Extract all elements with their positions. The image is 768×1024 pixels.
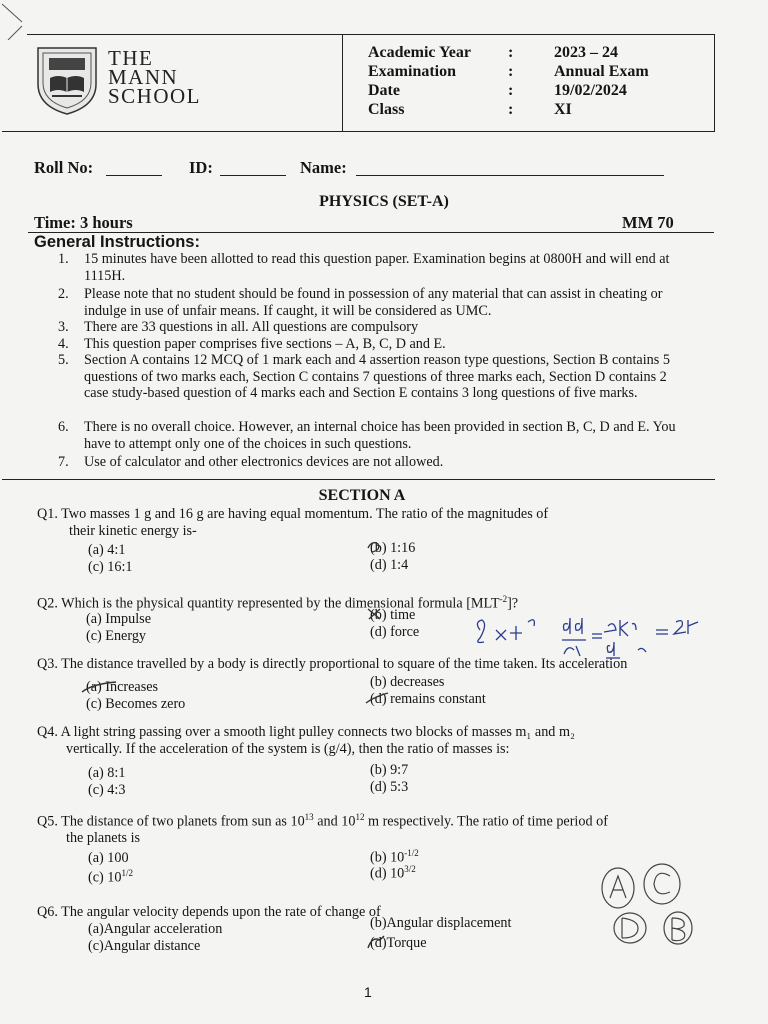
option-text: (c) 10 [88, 869, 122, 886]
instruction-text: There is no overall choice. However, an internal choice has been provided in section B, C, D and E. You have to attempt only one of the choices in such questions. [84, 419, 676, 452]
q2-option-a[interactable]: (a) Impulse [86, 611, 152, 627]
section-a-heading: SECTION A [318, 487, 406, 504]
option-text: (d) 10 [370, 865, 405, 882]
q3-strike-mark [80, 678, 120, 696]
instruction-text: There are 33 questions in all. All questions are compulsory [84, 319, 419, 335]
q6-option-b[interactable]: (b)Angular displacement [370, 915, 512, 931]
q3-option-c[interactable]: (c) Becomes zero [86, 696, 186, 712]
school-name-line-3: SCHOOL [108, 84, 202, 108]
header-divider [342, 34, 343, 131]
question-superscript: -2 [499, 594, 508, 604]
section-rule [2, 479, 715, 480]
q2-option-d[interactable]: (d) force [370, 624, 420, 640]
roll-no-field[interactable] [106, 175, 162, 176]
question-text-part: and 10 [313, 813, 356, 830]
meta-value: 19/02/2024 [554, 82, 627, 99]
question-text-cont: the planets is [66, 830, 141, 847]
q4-option-c[interactable]: (c) 4:3 [88, 782, 126, 798]
meta-sep: : [508, 101, 514, 118]
instruction-text: Section A contains 12 MCQ of 1 mark each and 4 assertion reason type questions, Section B contains 5 questions of two marks each, Section C contains 7 questions of three marks each, Section D contains 2 case study-based question of 4 marks each and Section E contains 3 long questions of five marks. [84, 352, 670, 401]
meta-label: Academic Year [368, 44, 471, 61]
instruction-number: 6. [58, 419, 69, 435]
instruction-number: 7. [58, 454, 69, 470]
question-text [37, 809, 697, 830]
meta-academic-year [368, 44, 688, 64]
q6-option-a[interactable]: (a)Angular acceleration [88, 921, 223, 937]
q3-tick-mark [364, 689, 392, 707]
q2-tick-mark [366, 605, 386, 625]
question-superscript: 12 [355, 812, 365, 822]
paper-title: PHYSICS (SET-A) [319, 193, 449, 210]
meta-date [368, 82, 688, 102]
q6-option-d[interactable]: (d)Torque [370, 935, 427, 951]
q3-option-d[interactable]: (d) remains constant [370, 691, 486, 707]
school-name [108, 46, 202, 108]
school-logo [34, 44, 100, 116]
q6-tick-mark [366, 932, 390, 954]
instruction-number: 5. [58, 352, 69, 368]
instruction-number: 1. [58, 251, 69, 267]
meta-class [368, 101, 688, 121]
question-text: Q4. A light string passing over a smooth light pulley connects two blocks of masses m₁ and m₂ [37, 724, 575, 740]
q2-option-b[interactable]: (b) time [370, 607, 416, 623]
q5-option-d[interactable] [370, 864, 416, 883]
header-bottom-rule [2, 131, 715, 132]
question-5 [37, 809, 697, 847]
q4-option-a[interactable]: (a) 8:1 [88, 765, 126, 781]
meta-value: XI [554, 101, 572, 118]
q3-option-a[interactable]: (a) Increases [86, 679, 159, 695]
question-text: Q6. The angular velocity depends upon the rate of change of [37, 904, 381, 920]
question-text-part: m respectively. The ratio of time period of [364, 813, 608, 830]
handwritten-circled-letters [596, 860, 706, 950]
question-text-cont: their kinetic energy is- [69, 522, 197, 539]
school-name-line-1: THE [108, 46, 154, 70]
school-name-line-2: MANN [108, 65, 179, 89]
option-superscript: 1/2 [121, 868, 133, 878]
id-field[interactable] [220, 175, 286, 176]
q6-option-c[interactable]: (c)Angular distance [88, 938, 201, 954]
question-superscript: 13 [304, 812, 314, 822]
question-text: Q1. Two masses 1 g and 16 g are having equal momentum. The ratio of the magnitudes of [37, 506, 549, 522]
question-text-cont: vertically. If the acceleration of the system is (g/4), then the ratio of masses is: [66, 740, 510, 757]
option-superscript: -1/2 [404, 848, 419, 858]
question-text-end: ]? [507, 595, 519, 612]
handwritten-scribble [470, 600, 720, 660]
meta-label: Examination [368, 63, 457, 80]
general-instructions-heading: General Instructions: [34, 233, 200, 251]
q1-option-d[interactable]: (d) 1:4 [370, 557, 409, 573]
instruction-text: 15 minutes have been allotted to read this question paper. Examination begins at 0800H and will end at 1115H. [84, 251, 670, 284]
meta-sep: : [508, 44, 514, 61]
meta-label: Class [368, 101, 405, 118]
page-number: 1 [364, 984, 372, 1000]
q3-option-b[interactable]: (b) decreases [370, 674, 445, 690]
meta-examination [368, 63, 688, 83]
q1-option-a[interactable]: (a) 4:1 [88, 542, 126, 558]
q5-option-a[interactable]: (a) 100 [88, 850, 129, 866]
q1-option-b[interactable]: (b) 1:16 [370, 540, 416, 556]
q1-tick-mark [366, 538, 386, 558]
roll-no-label: Roll No: [34, 158, 94, 177]
header-top-rule [27, 34, 715, 35]
header-right-border [714, 34, 715, 131]
time-allowed: Time: 3 hours [34, 213, 133, 232]
question-4 [37, 724, 697, 757]
instruction-number: 4. [58, 336, 69, 352]
question-text: Q2. Which is the physical quantity represented by the dimensional formula [MLT [37, 595, 500, 612]
instruction-number: 2. [58, 286, 69, 302]
instruction-text: Use of calculator and other electronics devices are not allowed. [84, 454, 444, 470]
q2-option-c[interactable]: (c) Energy [86, 628, 147, 644]
option-superscript: 3/2 [404, 864, 416, 874]
id-label: ID: [189, 158, 213, 177]
instruction-text: This question paper comprises five sections – A, B, C, D and E. [84, 336, 446, 352]
name-label: Name: [300, 158, 347, 177]
option-text: (b) 10 [370, 849, 405, 866]
meta-label: Date [368, 82, 400, 99]
instruction-text: Please note that no student should be found in possession of any material that can assist in cheating or indulge in use of unfair means. If caught, it will be considered as UMC. [84, 286, 663, 319]
meta-sep: : [508, 82, 514, 99]
q4-option-b[interactable]: (b) 9:7 [370, 762, 409, 778]
name-field[interactable] [356, 175, 664, 176]
meta-value: Annual Exam [554, 63, 649, 80]
q4-option-d[interactable]: (d) 5:3 [370, 779, 409, 795]
q1-option-c[interactable]: (c) 16:1 [88, 559, 133, 575]
meta-value: 2023 – 24 [554, 44, 618, 61]
max-marks: MM 70 [622, 213, 674, 232]
question-text-part: Q5. The distance of two planets from sun as 10 [37, 813, 305, 830]
question-1 [37, 506, 697, 539]
instruction-number: 3. [58, 319, 69, 335]
meta-sep: : [508, 63, 514, 80]
question-text: Q3. The distance travelled by a body is directly proportional to square of the time taken. Its acceleration [37, 656, 628, 672]
q5-option-c[interactable] [88, 868, 133, 887]
